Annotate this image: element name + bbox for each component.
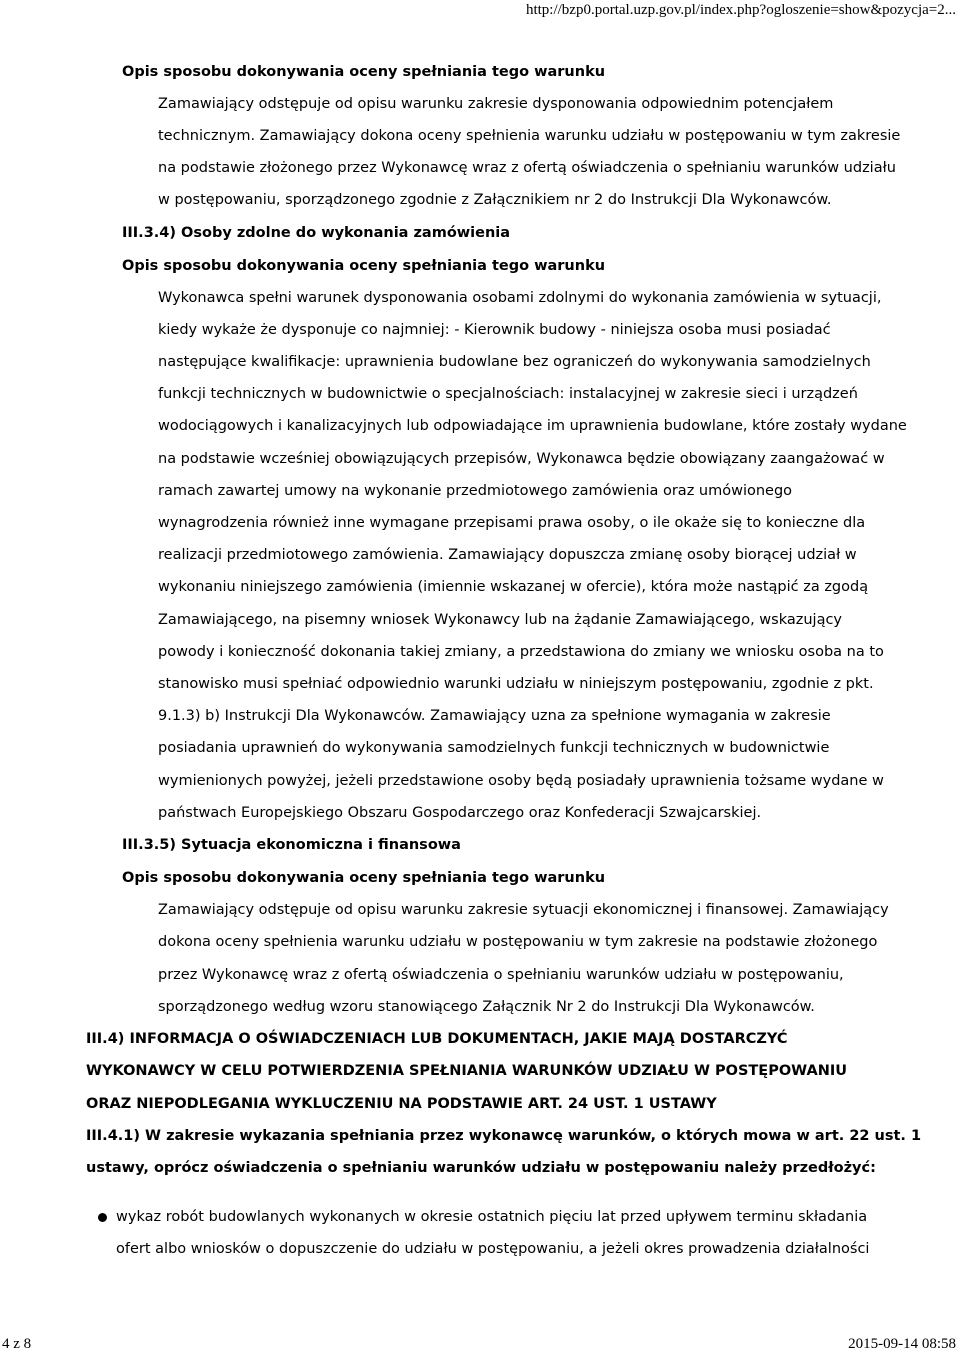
evaluation-heading: Opis sposobu dokonywania oceny spełniania tego warunku <box>122 258 606 274</box>
paragraph-line: Wykonawca spełni warunek dysponowania osobami zdolnymi do wykonania zamówienia w sytuacji, <box>158 290 882 306</box>
paragraph-line: państwach Europejskiego Obszaru Gospodarczego oraz Konfederacji Szwajcarskiej. <box>158 805 762 821</box>
subsection-title: ustawy, oprócz oświadczenia o spełnianiu warunków udziału w postępowaniu należy przedłożyć: <box>86 1160 876 1176</box>
paragraph-line: Zamawiający odstępuje od opisu warunku zakresie dysponowania odpowiednim potencjałem <box>158 96 834 112</box>
paragraph-line: wodociągowych i kanalizacyjnych lub odpowiadające im uprawnienia budowlane, które zostały wydane <box>158 418 907 434</box>
paragraph-line: realizacji przedmiotowego zamówienia. Zamawiający dopuszcza zmianę osoby biorącej udział w <box>158 547 857 563</box>
paragraph-line: funkcji technicznych w budownictwie o specjalnościach: instalacyjnej w zakresie sieci i urządzeń <box>158 386 858 402</box>
paragraph-line: przez Wykonawcę wraz z ofertą oświadczenia o spełnianiu warunków udziału w postępowaniu, <box>158 967 844 983</box>
paragraph-line: Zamawiający odstępuje od opisu warunku zakresie sytuacji ekonomicznej i finansowej. Zamawiający <box>158 902 889 918</box>
paragraph-line: wymienionych powyżej, jeżeli przedstawione osoby będą posiadały uprawnienia tożsame wydane w <box>158 773 884 789</box>
section-title: III.3.4) Osoby zdolne do wykonania zamówienia <box>122 225 511 241</box>
paragraph-line: stanowisko musi spełniać odpowiednio warunki udziału w niniejszym postępowaniu, zgodnie z pkt. <box>158 676 874 692</box>
paragraph-line: 9.1.3) b) Instrukcji Dla Wykonawców. Zamawiający uzna za spełnione wymagania w zakresie <box>158 708 831 724</box>
page-number: 4 z 8 <box>2 1336 32 1352</box>
paragraph-line: na podstawie wcześniej obowiązujących przepisów, Wykonawca będzie obowiązany zaangażować w <box>158 451 885 467</box>
subsection-title: III.4.1) W zakresie wykazania spełniania przez wykonawcę warunków, o których mowa w art. 22 ust. 1 <box>86 1128 922 1144</box>
paragraph-line: posiadania uprawnień do wykonywania samodzielnych funkcji technicznych w budownictwie <box>158 740 830 756</box>
list-item-line: wykaz robót budowlanych wykonanych w okresie ostatnich pięciu lat przed upływem terminu składania <box>116 1209 868 1225</box>
paragraph-line: w postępowaniu, sporządzonego zgodnie z Załącznikiem nr 2 do Instrukcji Dla Wykonawców. <box>158 192 832 208</box>
paragraph-line: wynagrodzenia również inne wymagane przepisami prawa osoby, o ile okaże się to konieczne dla <box>158 515 866 531</box>
evaluation-heading: Opis sposobu dokonywania oceny spełniania tego warunku <box>122 64 606 80</box>
paragraph-line: kiedy wykaże że dysponuje co najmniej: - Kierownik budowy - niniejsza osoba musi posiadać <box>158 322 831 338</box>
paragraph-line: powody i konieczność dokonania takiej zmiany, a przedstawiona do zmiany we wniosku osoba na to <box>158 644 884 660</box>
section-title: ORAZ NIEPODLEGANIA WYKLUCZENIU NA PODSTAWIE ART. 24 UST. 1 USTAWY <box>86 1096 717 1112</box>
list-item-line: ofert albo wniosków o dopuszczenie do udziału w postępowaniu, a jeżeli okres prowadzenia działalności <box>116 1241 870 1257</box>
section-title: III.4) INFORMACJA O OŚWIADCZENIACH LUB DOKUMENTACH, JAKIE MAJĄ DOSTARCZYĆ <box>86 1031 788 1047</box>
paragraph-line: ramach zawartej umowy na wykonanie przedmiotowego zamówienia oraz umówionego <box>158 483 793 499</box>
bullet-icon <box>98 1213 107 1222</box>
paragraph-line: technicznym. Zamawiający dokona oceny spełnienia warunku udziału w postępowaniu w tym zakresie <box>158 128 901 144</box>
paragraph-line: Zamawiającego, na pisemny wniosek Wykonawcy lub na żądanie Zamawiającego, wskazujący <box>158 612 843 628</box>
evaluation-heading: Opis sposobu dokonywania oceny spełniania tego warunku <box>122 870 606 886</box>
paragraph-line: wykonaniu niniejszego zamówienia (imiennie wskazanej w ofercie), która może nastąpić za zgodą <box>158 579 869 595</box>
section-title: WYKONAWCY W CELU POTWIERDZENIA SPEŁNIANIA WARUNKÓW UDZIAŁU W POSTĘPOWANIU <box>86 1063 848 1079</box>
paragraph-line: następujące kwalifikacje: uprawnienia budowlane bez ograniczeń do wykonywania samodzielnych <box>158 354 871 370</box>
page-url: http://bzp0.portal.uzp.gov.pl/index.php?ogloszenie=show&pozycja=2... <box>525 2 956 18</box>
paragraph-line: na podstawie złożonego przez Wykonawcę wraz z ofertą oświadczenia o spełnianiu warunków udziału <box>158 160 896 176</box>
paragraph-line: sporządzonego według wzoru stanowiącego Załącznik Nr 2 do Instrukcji Dla Wykonawców. <box>158 999 815 1015</box>
print-timestamp: 2015-09-14 08:58 <box>848 1336 956 1352</box>
section-title: III.3.5) Sytuacja ekonomiczna i finansowa <box>122 837 461 853</box>
paragraph-line: dokona oceny spełnienia warunku udziału w postępowaniu w tym zakresie na podstawie złożonego <box>158 934 878 950</box>
